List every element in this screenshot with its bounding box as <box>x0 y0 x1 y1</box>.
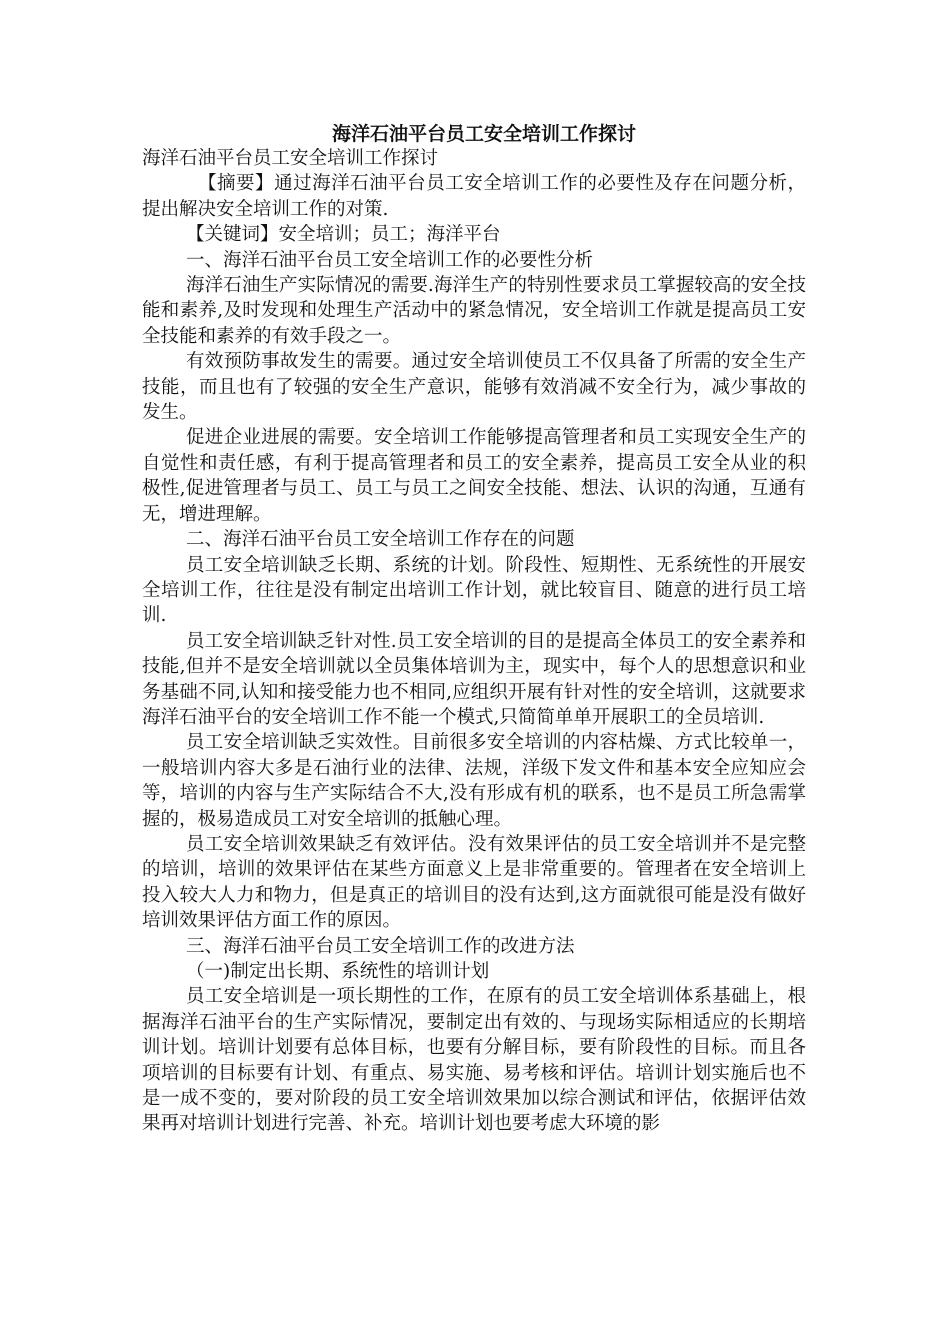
section-1-paragraph-3: 促进企业进展的需要。安全培训工作能够提高管理者和员工实现安全生产的自觉性和责任感，有利于提高管理者和员工的安全素养，提高员工安全从业的积极性,促进管理者与员工、员工与员工之间安全技能、想法、认识的沟通，互通有无，增进理解。 <box>142 427 806 525</box>
section-3-heading: 三、海洋石油平台员工安全培训工作的改进方法 <box>186 935 575 957</box>
abstract-paragraph: 【摘要】通过海洋石油平台员工安全培训工作的必要性及存在问题分析，提出解决安全培训工作的对策. <box>142 173 806 220</box>
document-title: 海洋石油平台员工安全培训工作探讨 <box>331 123 636 145</box>
document-subtitle: 海洋石油平台员工安全培训工作探讨 <box>142 148 439 169</box>
section-3-paragraph-1: 员工安全培训是一项长期性的工作，在原有的员工安全培训体系基础上，根据海洋石油平台的生产实际情况，要制定出有效的、与现场实际相适应的长期培训计划。培训计划要有总体目标，也要有分解目标，要有阶段性的目标。而且各项培训的目标要有计划、有重点、易实施、易考核和评估。培训计划实施后也不是一成不变的，要对阶段的员工安全培训效果加以综合测试和评估，依据评估效果再对培训计划进行完善、补充。培训计划也要考虑大环境的影 <box>142 986 806 1135</box>
section-2-heading: 二、海洋石油平台员工安全培训工作存在的问题 <box>186 529 575 551</box>
section-2-paragraph-2: 员工安全培训缺乏针对性.员工安全培训的目的是提高全体员工的安全素养和技能,但并不是安全培训就以全员集体培训为主，现实中，每个人的思想意识和业务基础不同,认知和接受能力也不相同,应组织开展有针对性的安全培训，这就要求海洋石油平台的安全培训工作不能一个模式,只简简单单开展职工的全员培训. <box>142 630 806 728</box>
section-2-paragraph-4: 员工安全培训效果缺乏有效评估。没有效果评估的员工安全培训并不是完整的培训，培训的效果评估在某些方面意义上是非常重要的。管理者在安全培训上投入较大人力和物力，但是真正的培训目的没有达到,这方面就很可能是没有做好培训效果评估方面工作的原因。 <box>142 833 806 932</box>
section-1-paragraph-1: 海洋石油生产实际情况的需要.海洋生产的特别性要求员工掌握较高的安全技能和素养,及时发现和处理生产活动中的紧急情况，安全培训工作就是提高员工安全技能和素养的有效手段之一。 <box>142 275 806 347</box>
section-1-paragraph-2: 有效预防事故发生的需要。通过安全培训使员工不仅具备了所需的安全生产技能，而且也有了较强的安全生产意识，能够有效消减不安全行为，减少事故的发生。 <box>142 351 806 424</box>
section-3-subheading-1: （一)制定出长期、系统性的培训计划 <box>186 961 490 982</box>
section-1-heading: 一、海洋石油平台员工安全培训工作的必要性分析 <box>186 249 594 271</box>
keywords-paragraph: 【关键词】安全培训；员工；海洋平台 <box>186 224 501 246</box>
document-page <box>142 122 806 1137</box>
section-2-paragraph-3: 员工安全培训缺乏实效性。目前很多安全培训的内容枯燥、方式比较单一，一般培训内容大多是石油行业的法律、法规，洋级下发文件和基本安全应知应会等，培训的内容与生产实际结合不大,没有形成有机的联系，也不是员工所急需掌握的，极易造成员工对安全培训的抵触心理。 <box>142 732 806 830</box>
section-2-paragraph-1: 员工安全培训缺乏长期、系统的计划。阶段性、短期性、无系统性的开展安全培训工作，往往是没有制定出培训工作计划，就比较盲目、随意的进行员工培训. <box>142 554 806 627</box>
